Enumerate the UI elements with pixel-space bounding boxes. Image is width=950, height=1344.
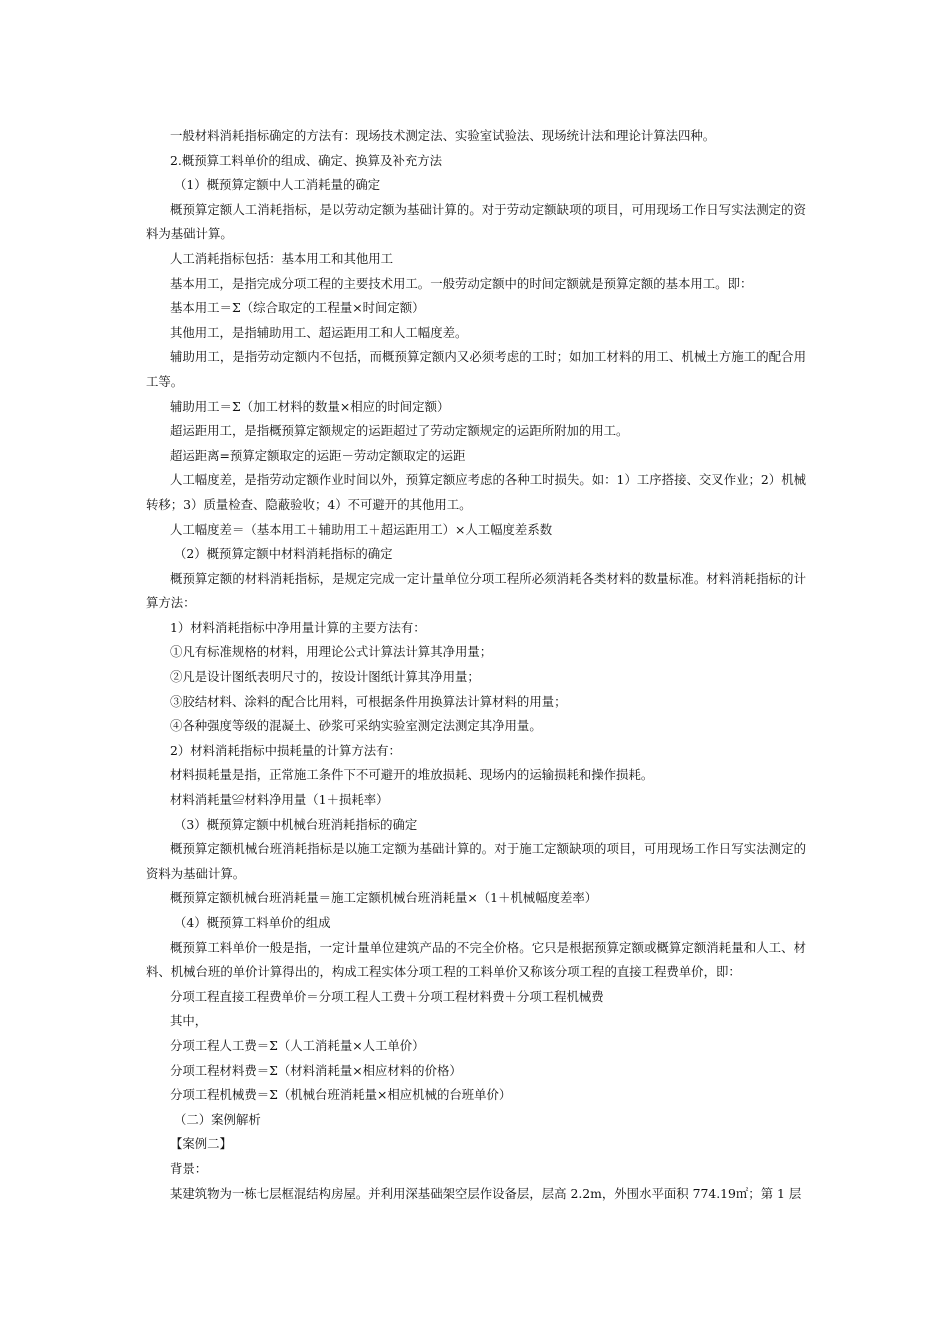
heading-unit-price-composition: （4）概预算工料单价的组成 [174,915,331,930]
formula-material-cost: 分项工程材料费＝Σ（材料消耗量×相应材料的价格） [170,1062,462,1078]
heading-machine-consumption: （3）概预算定额中机械台班消耗指标的确定 [174,816,418,832]
paragraph-labor-index: 概预算定额人工消耗指标，是以劳动定额为基础计算的。对于劳动定额缺项的项目，可用现场工作日写实法测定的资料为基础计算。 [146,201,806,242]
formula-material-consumption: 材料消耗量≌材料净用量（1＋损耗率） [170,792,389,808]
paragraph-background-label: 背景： [170,1160,208,1176]
heading-section-2: 2.概预算工料单价的组成、确定、换算及补充方法 [170,152,443,168]
paragraph-other-labor: 其他用工，是指辅助用工、超运距用工和人工幅度差。 [170,324,468,340]
paragraph-extra-distance-labor: 超运距用工，是指概预算定额规定的运距超过了劳动定额规定的运距所附加的用工。 [170,423,629,439]
formula-machine-cost: 分项工程机械费＝Σ（机械台班消耗量×相应机械的台班单价） [170,1087,512,1103]
list-item-2: ②凡是设计图纸表明尺寸的，按设计图纸计算其净用量； [170,669,480,685]
formula-extra-distance: 超运距离=预算定额取定的运距－劳动定额取定的运距 [170,447,466,463]
paragraph-machine-index: 概预算定额机械台班消耗指标是以施工定额为基础计算的。对于施工定额缺项的项目，可用现场工作日写实法测定的资料为基础计算。 [146,841,806,881]
paragraph-unit-price: 概预算工料单价一般是指，一定计量单位建筑产品的不完全价格。它只是根据预算定额或概算定额消耗量和人工、材料、机械台班的单价计算得出的，构成工程实体分项工程的工料单价又称该分项工程的直接工程费单价，即： [146,939,806,980]
formula-labor-margin: 人工幅度差＝（基本用工＋辅助用工＋超运距用工）×人工幅度差系数 [170,521,553,537]
document-body [146,124,806,1206]
list-item-3: ③胶结材料、涂料的配合比用料，可根据条件用换算法计算材料的用量； [170,693,567,709]
heading-material-consumption: （2）概预算定额中材料消耗指标的确定 [174,546,393,562]
paragraph-auxiliary-labor: 辅助用工，是指劳动定额内不包括，而概预算定额内又必须考虑的工时；如加工材料的用工、机械土方施工的配合用工等。 [146,349,806,389]
formula-basic-labor: 基本用工＝Σ（综合取定的工程量×时间定额） [170,300,425,316]
paragraph-material-methods: 一般材料消耗指标确定的方法有：现场技术测定法、实验室试验法、现场统计法和理论计算法四种。 [170,128,716,143]
formula-machine-shift: 概预算定额机械台班消耗量＝施工定额机械台班消耗量×（1＋机械幅度差率） [170,890,598,906]
paragraph-labor-margin: 人工幅度差，是指劳动定额作业时间以外，预算定额应考虑的各种工时损失。如：1）工序搭接、交叉作业；2）机械转移；3）质量检查、隐蔽验收；4）不可避开的其他用工。 [146,472,806,512]
paragraph-among-which: 其中， [170,1013,208,1029]
formula-direct-cost: 分项工程直接工程费单价＝分项工程人工费＋分项工程材料费＋分项工程机械费 [170,988,604,1004]
paragraph-material-loss: 材料损耗量是指，正常施工条件下不可避开的堆放损耗、现场内的运输损耗和操作损耗。 [170,767,654,783]
formula-labor-cost: 分项工程人工费＝Σ（人工消耗量×人工单价） [170,1037,425,1053]
paragraph-net-usage-methods: 1）材料消耗指标中净用量计算的主要方法有： [170,619,426,635]
formula-auxiliary-labor: 辅助用工＝Σ（加工材料的数量×相应的时间定额） [170,398,450,414]
paragraph-building-description: 某建筑物为一栋七层框混结构房屋。并利用深基础架空层作设备层，层高 2.2m，外围水平面积 774.19㎡；第 1 层 [170,1185,802,1201]
heading-case-analysis: （二）案例解析 [174,1111,261,1127]
paragraph-loss-methods: 2）材料消耗指标中损耗量的计算方法有： [170,742,401,758]
paragraph-labor-components: 人工消耗指标包括：基本用工和其他用工 [170,250,394,266]
heading-case-two: 【案例二】 [170,1136,232,1152]
paragraph-material-index: 概预算定额的材料消耗指标，是规定完成一定计量单位分项工程所必须消耗各类材料的数量标准。材料消耗指标的计算方法： [146,570,806,611]
heading-labor-consumption: （1）概预算定额中人工消耗量的确定 [174,177,381,193]
paragraph-basic-labor: 基本用工，是指完成分项工程的主要技术用工。一般劳动定额中的时间定额就是预算定额的基本用工。即： [170,275,753,291]
list-item-4: ④各种强度等级的混凝土、砂浆可采纳实验室测定法测定其净用量。 [170,718,542,734]
list-item-1: ①凡有标准规格的材料，用理论公式计算法计算其净用量； [170,644,493,660]
